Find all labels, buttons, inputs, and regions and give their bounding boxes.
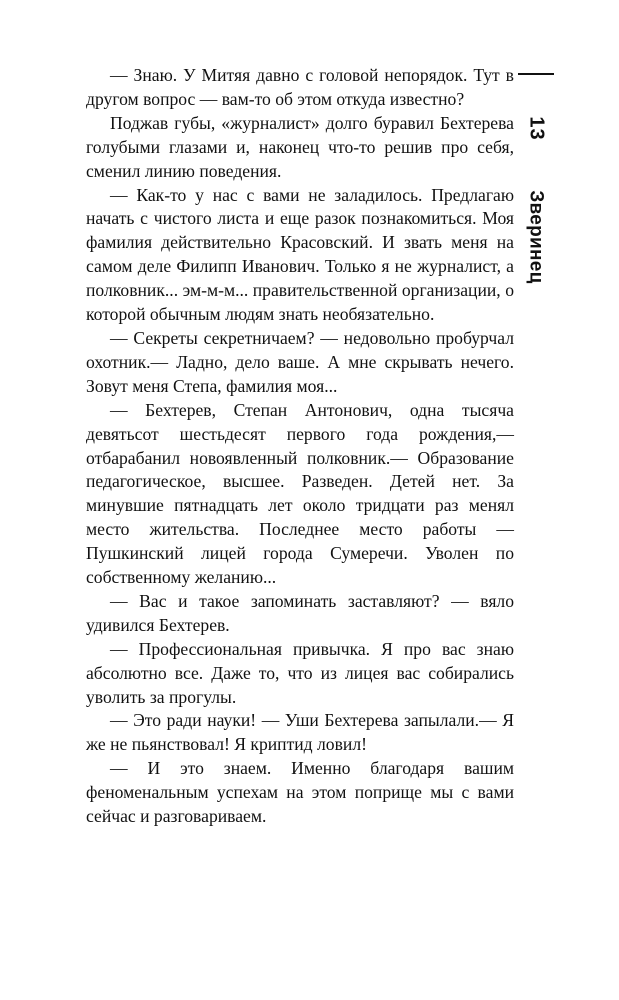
page-number-text: 13 — [525, 115, 548, 141]
paragraph-6: — Вас и такое запоминать заставляют? — вяло удивился Бехтерев. — [86, 590, 514, 635]
running-title — [505, 176, 567, 298]
paragraph-5: — Бехтерев, Степан Антонович, одна тысяча девятьсот шестьдесят первого года рождения,— отбарабанил новоявленный полковник.— Образование педагогическое, высшее. Разведен. Детей нет. За минувшие пятнадцать лет около тридцати раз менял место жительства. Последнее место работы — Пушкинский лицей города Сумеречи. Уволен по собственному желанию... — [86, 399, 514, 588]
paragraph-8: — Это ради науки! — Уши Бехтерева запылали.— Я же не пьянствовал! Я криптид ловил! — [86, 710, 514, 755]
running-title-text: Зверинец — [526, 190, 547, 284]
paragraph-2: Поджав губы, «журналист» долго буравил Бехтерева голубыми глазами и, наконец что-то решив про себя, сменил линию поведения. — [86, 112, 514, 181]
paragraph-9: — И это знаем. Именно благодаря вашим феноменальным успехам на этом поприще мы с вами сейчас и разговариваем. — [86, 758, 514, 827]
paragraph-1: — Знаю. У Митяя давно с головой непорядок. Тут в другом вопрос — вам-то об этом откуда известно? — [86, 65, 514, 109]
paragraph-3: — Как-то у нас с вами не заладилось. Предлагаю начать с чистого листа и еще разок познакомиться. Моя фамилия действительно Красовский. И звать меня на самом деле Филипп Иванович. Только я не журналист, а полковник... эм-м-м... правительственной организации, о которой обычным людям знать необязательно. — [86, 184, 514, 325]
body-text — [86, 64, 514, 829]
paragraph-4: — Секреты секретничаем? — недовольно пробурчал охотник.— Ладно, дело ваше. А мне скрывать нечего. Зовут меня Степа, фамилия моя... — [86, 327, 514, 396]
paragraph-7: — Профессиональная привычка. Я про вас знаю абсолютно все. Даже то, что из лицея вас собирались уволить за прогулы. — [86, 638, 514, 707]
page-number — [523, 98, 549, 158]
header-rule — [518, 73, 554, 75]
